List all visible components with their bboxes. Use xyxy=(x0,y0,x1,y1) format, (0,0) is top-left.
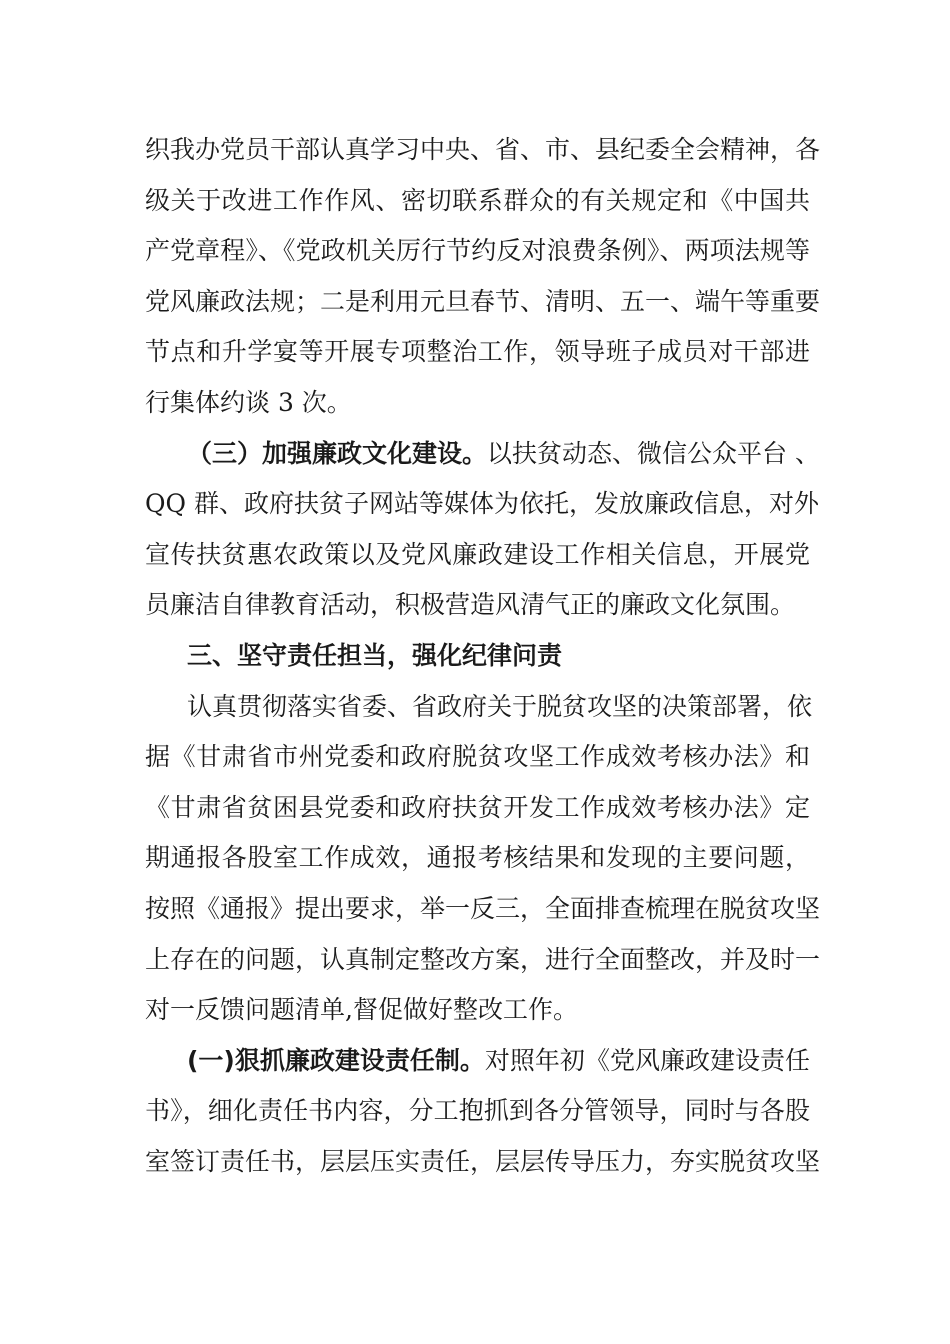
subsection-heading: （三）加强廉政文化建设。 xyxy=(187,438,488,468)
subsection-heading: (一)狠抓廉政建设责任制。 xyxy=(187,1045,485,1075)
body-line: 级关于改进工作作风、密切联系群众的有关规定和《中国共 xyxy=(145,185,810,215)
body-line: 产党章程》、《党政机关厉行节约反对浪费条例》、两项法规等 xyxy=(145,236,810,266)
body-line: 宣传扶贫惠农政策以及党风廉政建设工作相关信息，开展党 xyxy=(145,539,810,569)
body-line: 期通报各股室工作成效，通报考核结果和发现的主要问题， xyxy=(145,843,810,873)
body-line: 认真贯彻落实省委、省政府关于脱贫攻坚的决策部署，依 xyxy=(187,691,813,721)
body-line: 《甘肃省贫困县党委和政府扶贫开发工作成效考核办法》定 xyxy=(145,792,810,822)
body-line: QQ 群、政府扶贫子网站等媒体为依托，发放廉政信息，对外 xyxy=(145,489,819,519)
body-text: 对照年初《党风廉政建设责任 xyxy=(484,1045,810,1075)
body-line: 节点和升学宴等开展专项整治工作，领导班子成员对干部进 xyxy=(145,337,810,367)
paragraph-first-line xyxy=(145,429,820,480)
body-line: 上存在的问题，认真制定整改方案，进行全面整改，并及时一 xyxy=(145,944,821,974)
body-text: 以扶贫动态、微信公众平台 、 xyxy=(487,438,820,468)
body-line: 织我办党员干部认真学习中央、省、市、县纪委全会精神，各 xyxy=(145,135,821,164)
section-heading: 三、坚守责任担当，强化纪律问责 xyxy=(187,640,563,670)
body-line: 对一反馈问题清单,督促做好整改工作。 xyxy=(145,995,578,1025)
body-line: 员廉洁自律教育活动，积极营造风清气正的廉政文化氛围。 xyxy=(145,590,796,620)
body-line: 据《甘肃省市州党委和政府脱贫攻坚工作成效考核办法》和 xyxy=(145,742,810,772)
body-line: 书》，细化责任书内容，分工抱抓到各分管领导，同时与各股 xyxy=(145,1096,810,1126)
document-body xyxy=(145,125,821,1187)
body-line: 行集体约谈 3 次。 xyxy=(145,387,352,417)
body-line: 党风廉政法规；二是利用元旦春节、清明、五一、端午等重要 xyxy=(145,286,821,316)
body-line: 按照《通报》提出要求，举一反三，全面排查梳理在脱贫攻坚 xyxy=(145,893,821,923)
paragraph-first-line xyxy=(145,1036,810,1087)
body-line: 室签订责任书，层层压实责任，层层传导压力，夯实脱贫攻坚 xyxy=(145,1146,821,1176)
